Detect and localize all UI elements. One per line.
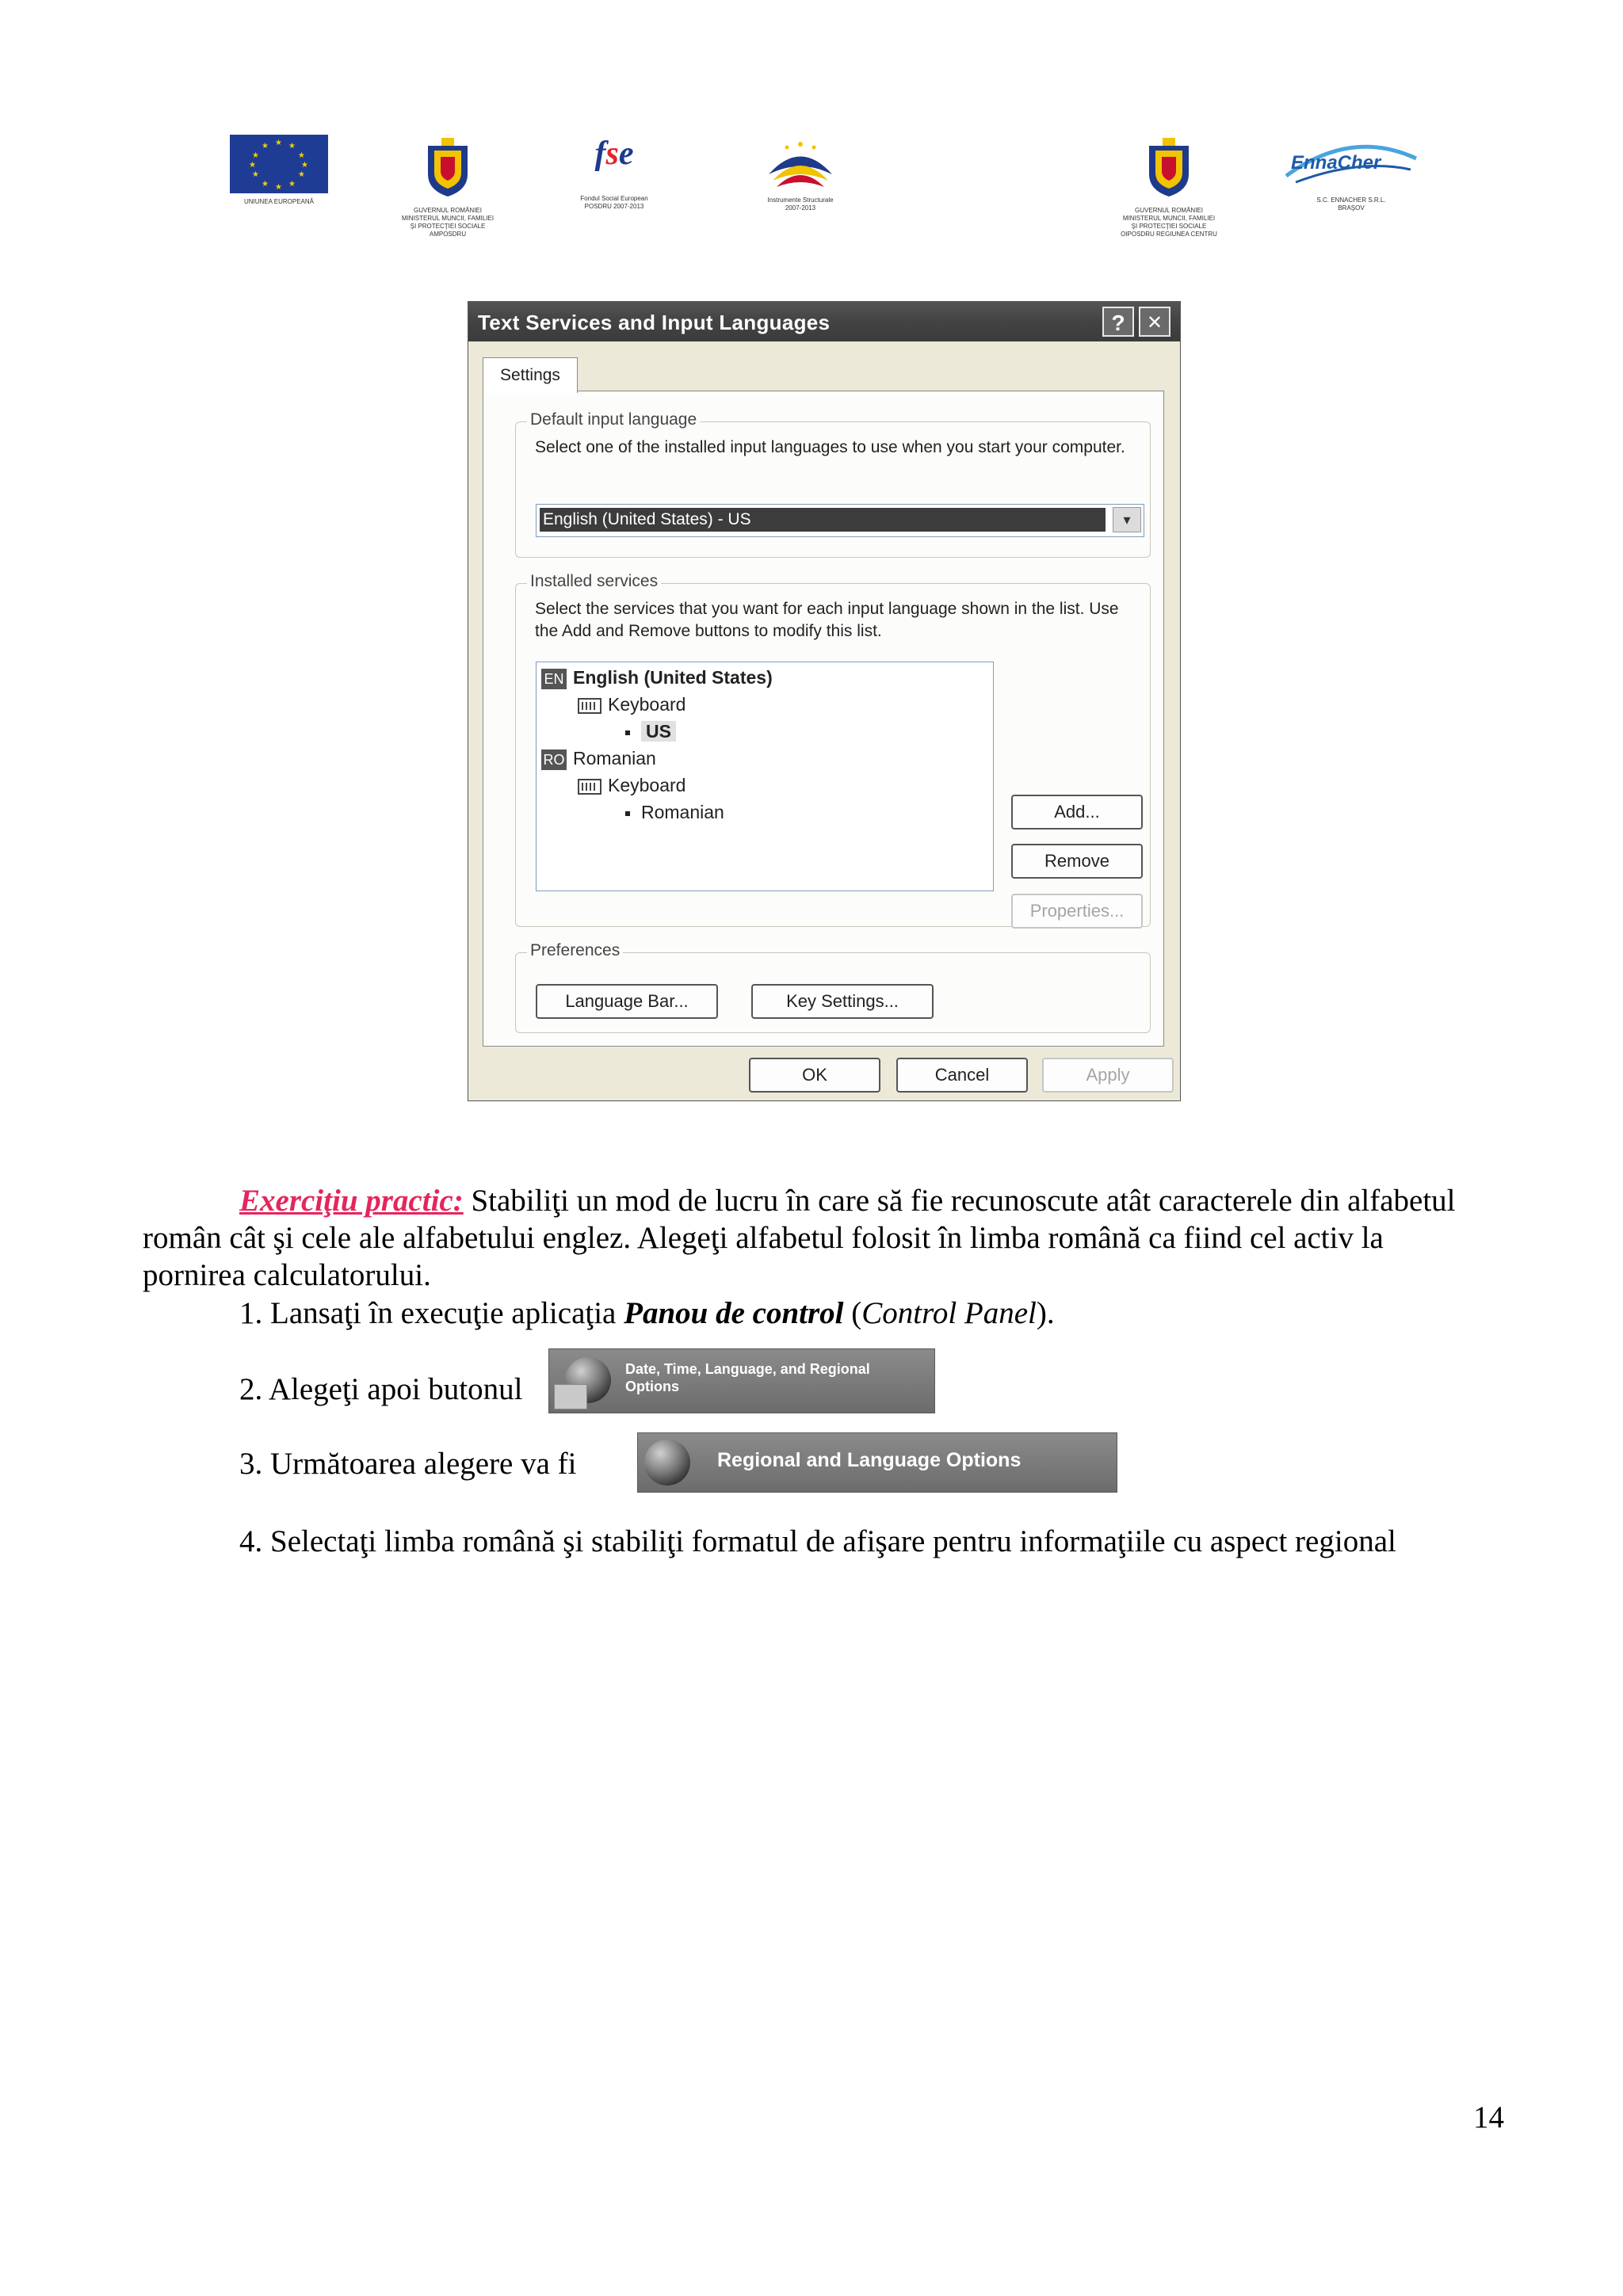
- regional-language-label: Regional and Language Options: [717, 1449, 1022, 1471]
- key-settings-button[interactable]: Key Settings...: [751, 984, 934, 1019]
- services-tree[interactable]: [536, 662, 994, 891]
- group-title: Installed services: [527, 572, 661, 591]
- keyboard-icon: [578, 698, 601, 714]
- step-3: 3. Următoarea alegere va fi: [239, 1447, 577, 1481]
- tree-item-en-keyboard[interactable]: [578, 692, 685, 716]
- ok-button[interactable]: OK: [749, 1058, 880, 1093]
- date-time-language-label: Date, Time, Language, and Regional Options: [625, 1361, 870, 1394]
- english-label: English (United States): [573, 667, 773, 688]
- logo-caption: GUVERNUL ROMÂNIEI MINISTERUL MUNCII, FAMILIEI ŞI PROTECŢIEI SOCIALE OIPOSDRU REGIUNEA CENTRU: [1121, 207, 1217, 238]
- properties-button[interactable]: Properties...: [1011, 894, 1143, 929]
- default-language-select[interactable]: [536, 504, 1144, 537]
- text-services-dialog: [468, 301, 1181, 1101]
- calendar-icon: [554, 1384, 587, 1409]
- dialog-title: Text Services and Input Languages: [478, 311, 831, 334]
- step-2: 2. Alegeţi apoi butonul: [239, 1372, 523, 1406]
- logo-caption: Instrumente Structurale 2007-2013: [767, 196, 834, 212]
- romanian-label: Romanian: [573, 748, 656, 769]
- en-badge: EN: [541, 669, 567, 689]
- step1-paren-close: ).: [1036, 1296, 1055, 1330]
- logo-caption: S.C. ENNACHER S.R.L. BRAŞOV: [1316, 196, 1386, 212]
- add-button[interactable]: Add...: [1011, 795, 1143, 830]
- logo-caption: GUVERNUL ROMÂNIEI MINISTERUL MUNCII, FAMILIEI ŞI PROTECŢIEI SOCIALE AMPOSDRU: [401, 207, 495, 238]
- remove-button[interactable]: Remove: [1011, 844, 1143, 879]
- dialog-titlebar: [468, 302, 1180, 341]
- keyboard-label: Keyboard: [608, 775, 686, 795]
- tree-item-romanian[interactable]: [541, 746, 656, 770]
- logo-caption: Fondul Social European POSDRU 2007-2013: [580, 195, 648, 210]
- crest-icon: [1141, 135, 1197, 198]
- step-4: 4. Selectaţi limba română şi stabiliţi formatul de afişare pentru informaţiile cu aspect regional: [239, 1524, 1396, 1558]
- romanian-layout-label: Romanian: [641, 802, 724, 822]
- globe-icon: [644, 1440, 690, 1486]
- settings-panel: [483, 391, 1164, 1047]
- us-layout-label: US: [641, 721, 676, 742]
- default-language-description: Select one of the installed input languages to use when you start your computer.: [535, 438, 1125, 456]
- cancel-button[interactable]: Cancel: [896, 1058, 1028, 1093]
- language-bar-button[interactable]: Language Bar...: [536, 984, 718, 1019]
- page-number: 14: [1473, 2100, 1504, 2134]
- default-language-group: [515, 410, 1151, 558]
- installed-services-description: Select the services that you want for each input language shown in the list. Use the Add and Remove buttons to modify this list.: [535, 600, 1119, 640]
- tree-item-ro-keyboard[interactable]: [578, 773, 685, 797]
- eu-flag-icon: ★ ★ ★ ★ ★ ★ ★ ★ ★ ★ ★ ★: [230, 135, 328, 193]
- exercise-label: Exerciţiu practic:: [239, 1184, 464, 1218]
- fse-icon: fse: [594, 135, 634, 172]
- eu-flag-logo: [223, 135, 334, 206]
- keyboard-icon: [578, 779, 601, 795]
- bullet-icon: [625, 730, 630, 735]
- fse-logo: [563, 135, 666, 211]
- exercise-intro: Stabiliţi un mod de lucru în care să fie recunoscute atât caracterele din alfabetul român cât şi cele ale alfabetului englez. Alegeţi alfabetul folosit în limba română ca fiind cel activ la pornirea calculatorului.: [143, 1184, 1456, 1292]
- close-button[interactable]: ✕: [1139, 307, 1170, 337]
- step-1: [239, 1295, 1428, 1332]
- government-crest-logo-2: [1094, 135, 1244, 238]
- structural-instruments-icon: [757, 135, 844, 192]
- tab-settings[interactable]: Settings: [483, 357, 578, 393]
- crest-icon: [420, 135, 475, 198]
- ennacher-wordmark: EnnaCher: [1291, 152, 1381, 174]
- default-language-value: English (United States) - US: [540, 508, 1106, 532]
- step1-text: 1. Lansaţi în execuţie aplicaţia: [239, 1296, 624, 1330]
- government-crest-logo: [380, 135, 515, 238]
- structural-instruments-logo: [741, 135, 860, 212]
- group-title: Preferences: [527, 941, 623, 960]
- logo-caption: UNIUNEA EUROPEANĂ: [243, 198, 315, 205]
- keyboard-label: Keyboard: [608, 694, 686, 715]
- help-button[interactable]: ?: [1102, 307, 1134, 337]
- ennacher-logo: [1280, 135, 1423, 212]
- tree-item-us-layout[interactable]: [625, 719, 676, 743]
- step1-app-name-en: Control Panel: [861, 1296, 1037, 1330]
- bullet-icon: [625, 811, 630, 816]
- ro-badge: RO: [541, 749, 567, 770]
- header-logos: [214, 135, 1434, 254]
- exercise-paragraph: [143, 1182, 1490, 1294]
- apply-button[interactable]: Apply: [1042, 1058, 1174, 1093]
- chevron-down-icon[interactable]: ▾: [1113, 507, 1141, 532]
- group-title: Default input language: [527, 410, 700, 429]
- regional-language-button-image: [637, 1432, 1117, 1493]
- step1-paren-open: (: [843, 1296, 862, 1330]
- date-time-language-button-image: [548, 1348, 935, 1413]
- tree-item-romanian-layout[interactable]: [625, 800, 724, 824]
- tree-item-english[interactable]: [541, 666, 773, 689]
- step1-app-name: Panou de control: [624, 1296, 844, 1330]
